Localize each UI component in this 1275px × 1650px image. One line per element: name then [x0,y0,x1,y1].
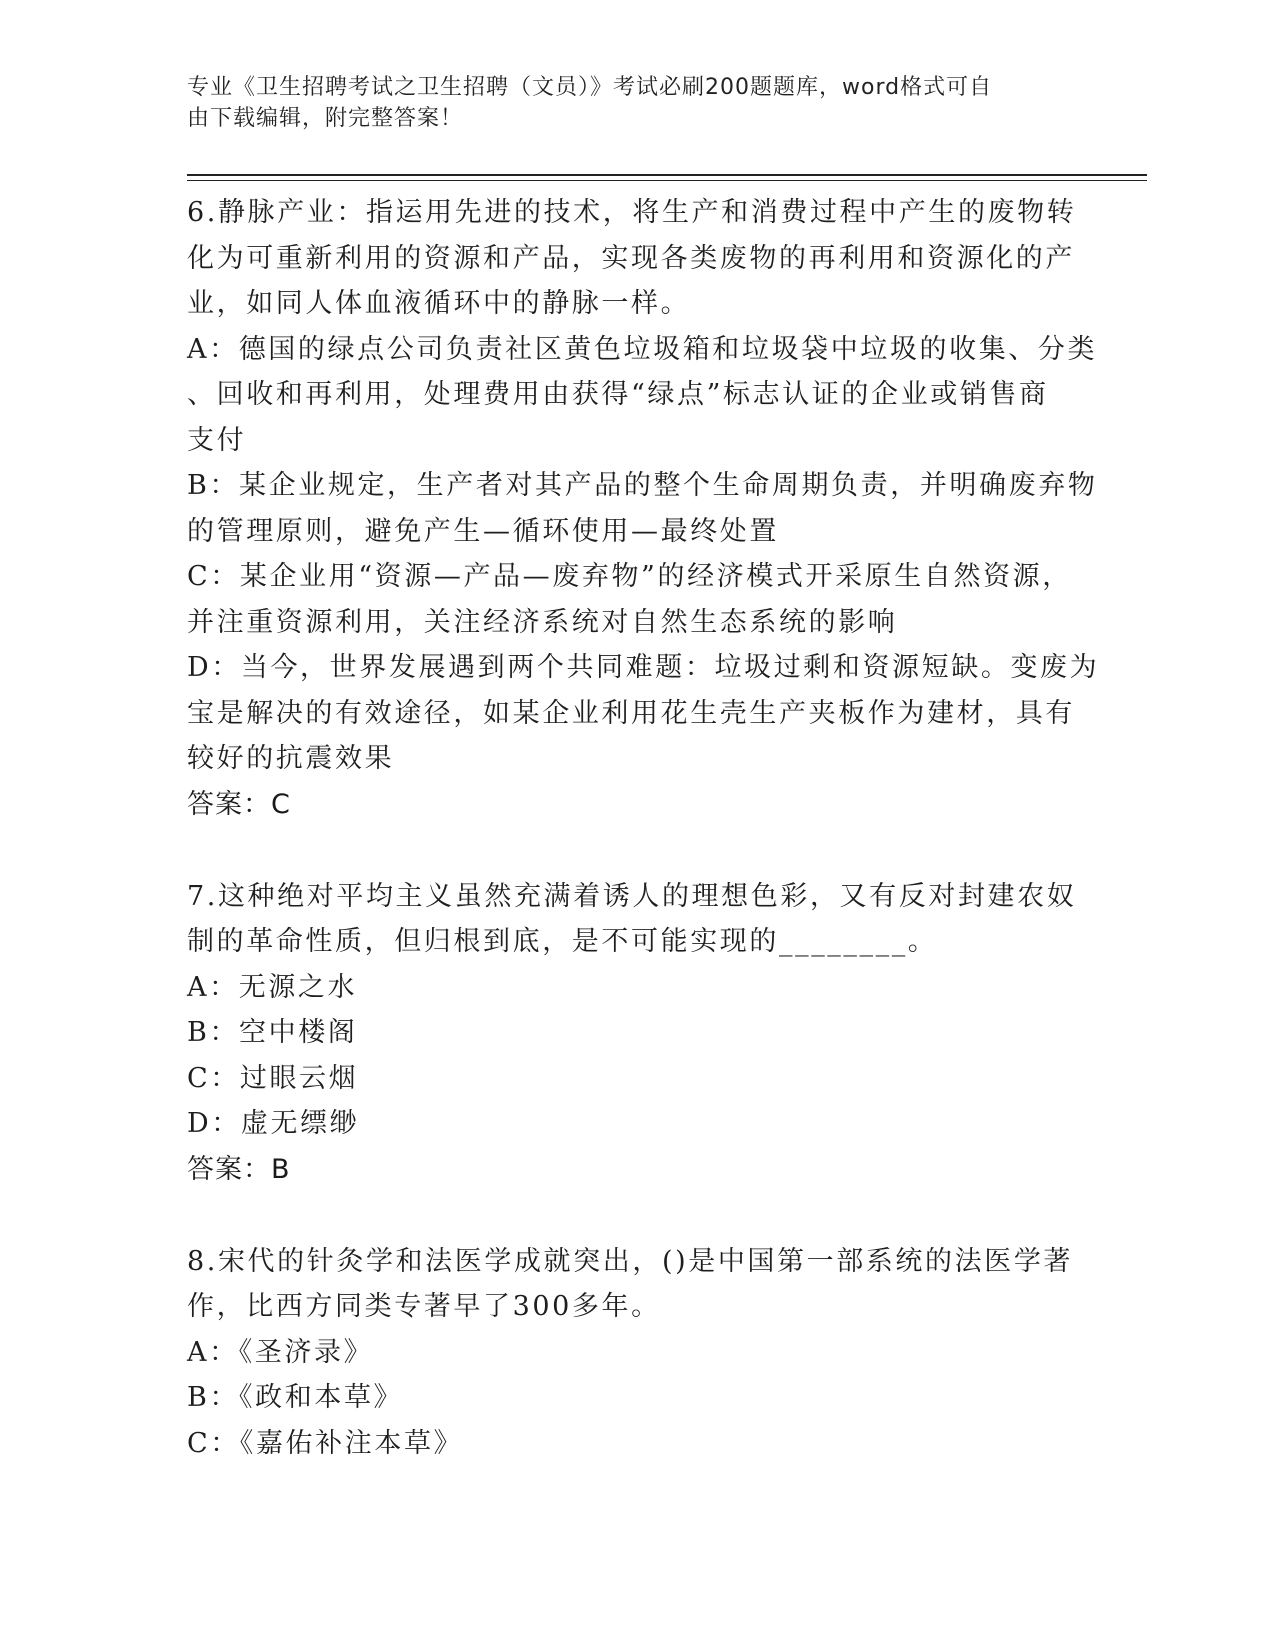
question-6-option-a-line-3: 支付 [187,424,247,456]
question-6-stem-line-3: 业，如同人体血液循环中的静脉一样。 [187,288,691,319]
question-7-option-a: A：无源之水 [187,971,358,1003]
question-7-stem-line-2: 制的革命性质，但归根到底，是不可能实现的________。 [187,926,938,957]
question-8-option-c: C：《嘉佑补注本草》 [187,1427,464,1459]
question-6-answer: 答案：C [187,788,291,820]
question-7-answer: 答案：B [187,1153,291,1185]
question-6 [187,190,1100,828]
header-line-1: 专业《卫生招聘考试之卫生招聘（文员）》考试必刷200题题库，word格式可自 [187,75,993,100]
question-spacer [187,1193,1067,1239]
header-rule-thick [187,174,1147,176]
question-8-option-a: A：《圣济录》 [187,1336,374,1368]
question-8-stem-line-2: 作，比西方同类专著早了300多年。 [187,1291,661,1322]
question-6-option-b-line-1: B：某企业规定，生产者对其产品的整个生命周期负责，并明确废弃物 [187,470,1098,501]
question-7-option-b: B：空中楼阁 [187,1017,358,1048]
header-rule-thin [187,180,1147,181]
question-6-option-b-line-2: 的管理原则，避免产生—循环使用—最终处置 [187,515,779,547]
document-header [187,72,1067,134]
question-6-option-a-line-2: 、回收和再利用，处理费用由获得“绿点”标志认证的企业或销售商 [187,379,1049,410]
question-8-option-b: B：《政和本草》 [187,1382,404,1413]
question-6-option-a-line-1: A：德国的绿点公司负责社区黄色垃圾箱和垃圾袋中垃圾的收集、分类 [187,333,1098,365]
header-line-2: 由下载编辑，附完整答案！ [187,106,464,131]
question-7 [187,874,1077,1193]
question-spacer [187,828,1067,874]
question-6-stem-line-2: 化为可重新利用的资源和产品，实现各类废物的再利用和资源化的产 [187,242,1075,274]
question-6-option-d-line-3: 较好的抗震效果 [187,743,395,774]
question-7-stem-line-1: 7.这种绝对平均主义虽然充满着诱人的理想色彩，又有反对封建农奴 [187,880,1077,912]
question-8-stem-line-1: 8.宋代的针灸学和法医学成就突出，()是中国第一部系统的法医学著 [187,1245,1074,1277]
question-6-option-c-line-1: C：某企业用“资源—产品—废弃物”的经济模式开采原生自然资源， [187,561,1072,592]
question-6-option-d-line-2: 宝是解决的有效途径，如某企业利用花生壳生产夹板作为建材，具有 [187,697,1075,729]
question-6-option-d-line-1: D：当今，世界发展遇到两个共同难题：垃圾过剩和资源短缺。变废为 [187,652,1100,683]
question-6-option-c-line-2: 并注重资源利用，关注经济系统对自然生态系统的影响 [187,606,898,638]
question-7-option-d: D：虚无缥缈 [187,1108,360,1139]
question-8 [187,1239,1074,1467]
question-6-stem-line-1: 6.静脉产业：指运用先进的技术，将生产和消费过程中产生的废物转 [187,197,1077,228]
question-7-option-c: C：过眼云烟 [187,1062,359,1094]
question-list [187,190,1100,1466]
